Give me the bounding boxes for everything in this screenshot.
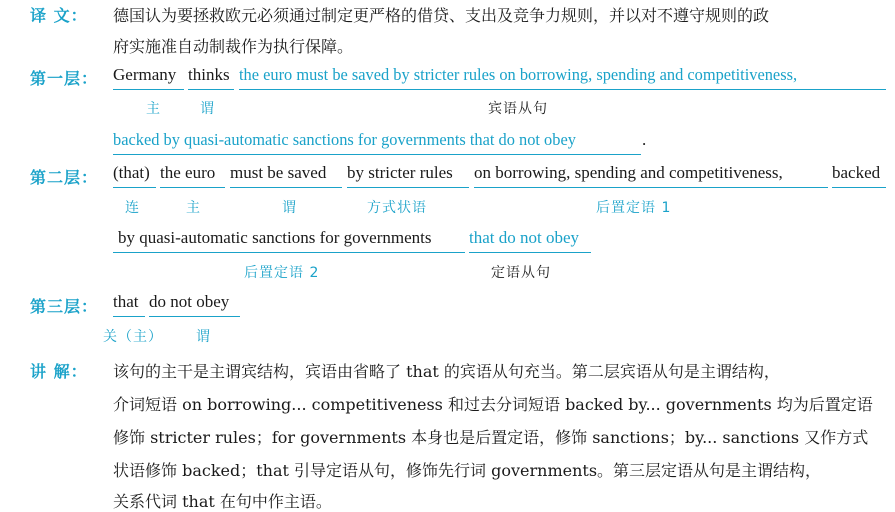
layer1-object-line-2: backed by quasi-automatic sanctions for governments that do not obey (113, 130, 576, 149)
layer3-that: that (113, 292, 139, 311)
layer2-backed: backed (832, 163, 881, 182)
layer2-rel: that do not obey (469, 228, 580, 247)
layer1-verb-underline (188, 89, 234, 90)
layer2-backed-underline (832, 187, 886, 188)
layer2-post2-underline (113, 252, 465, 253)
layer1-label: 第一层： (30, 69, 99, 88)
explanation-line-3: 修饰 stricter rules；for governments 本身也是后置定语，修饰 sanctions；by... sanctions 又作方式 (113, 428, 869, 447)
layer2-tag-adverbial: 方式状语 (367, 200, 427, 216)
layer2-post2: by quasi-automatic sanctions for governments (118, 228, 432, 247)
layer2-tag-post2: 后置定语 2 (244, 265, 320, 281)
layer2-subject: the euro (160, 163, 216, 182)
layer1-object-underline-1 (239, 89, 886, 90)
layer2-rel-underline (469, 252, 591, 253)
layer1-verb: thinks (188, 65, 230, 84)
layer2-conj: (that) (113, 163, 150, 182)
layer2-verb: must be saved (230, 163, 327, 182)
layer2-verb-underline (230, 187, 342, 188)
layer3-verb: do not obey (149, 292, 230, 311)
layer1-subject: Germany (113, 65, 177, 84)
explanation-line-4: 状语修饰 backed；that 引导定语从句，修饰先行词 governments。第三层定语从句是主谓结构， (113, 461, 822, 480)
layer3-tag-that: 关（主） (103, 329, 163, 345)
translation-line-2: 府实施准自动制裁作为执行保障。 (113, 37, 354, 56)
translation-label: 译 文： (30, 6, 88, 25)
layer2-post1-underline (474, 187, 828, 188)
layer1-tag-subject: 主 (146, 101, 161, 117)
translation-line-1: 德国认为要拯救欧元必须通过制定更严格的借贷、支出及竞争力规则，并以对不遵守规则的政 (113, 6, 770, 25)
layer1-period: . (642, 130, 647, 149)
explanation-label: 讲 解： (30, 362, 88, 381)
layer2-post1: on borrowing, spending and competitiveness, (474, 163, 783, 182)
layer1-tag-object: 宾语从句 (488, 101, 548, 117)
layer1-tag-verb: 谓 (200, 101, 215, 117)
layer1-subject-underline (113, 89, 184, 90)
explanation-line-5: 关系代词 that 在句中作主语。 (113, 492, 332, 511)
explanation-line-2: 介词短语 on borrowing... competitiveness 和过去分词短语 backed by... governments 均为后置定语 (113, 395, 873, 414)
layer3-label: 第三层： (30, 297, 99, 316)
layer2-conj-underline (113, 187, 156, 188)
layer1-object-underline-2 (113, 154, 641, 155)
layer2-adverbial-underline (347, 187, 469, 188)
layer2-tag-conj: 连 (125, 200, 140, 216)
layer3-tag-verb: 谓 (196, 329, 211, 345)
layer2-tag-verb: 谓 (282, 200, 297, 216)
layer2-subject-underline (160, 187, 225, 188)
layer2-label: 第二层： (30, 168, 99, 187)
layer3-verb-underline (149, 316, 240, 317)
layer2-tag-rel: 定语从句 (491, 265, 551, 281)
layer2-adverbial: by stricter rules (347, 163, 453, 182)
layer2-tag-post1: 后置定语 1 (596, 200, 672, 216)
explanation-line-1: 该句的主干是主谓宾结构，宾语由省略了 that 的宾语从句充当。第二层宾语从句是主谓结构， (113, 362, 780, 381)
layer3-that-underline (113, 316, 145, 317)
layer2-tag-subject: 主 (186, 200, 201, 216)
layer1-object-line-1: the euro must be saved by stricter rules on borrowing, spending and competitiveness, (239, 65, 798, 84)
